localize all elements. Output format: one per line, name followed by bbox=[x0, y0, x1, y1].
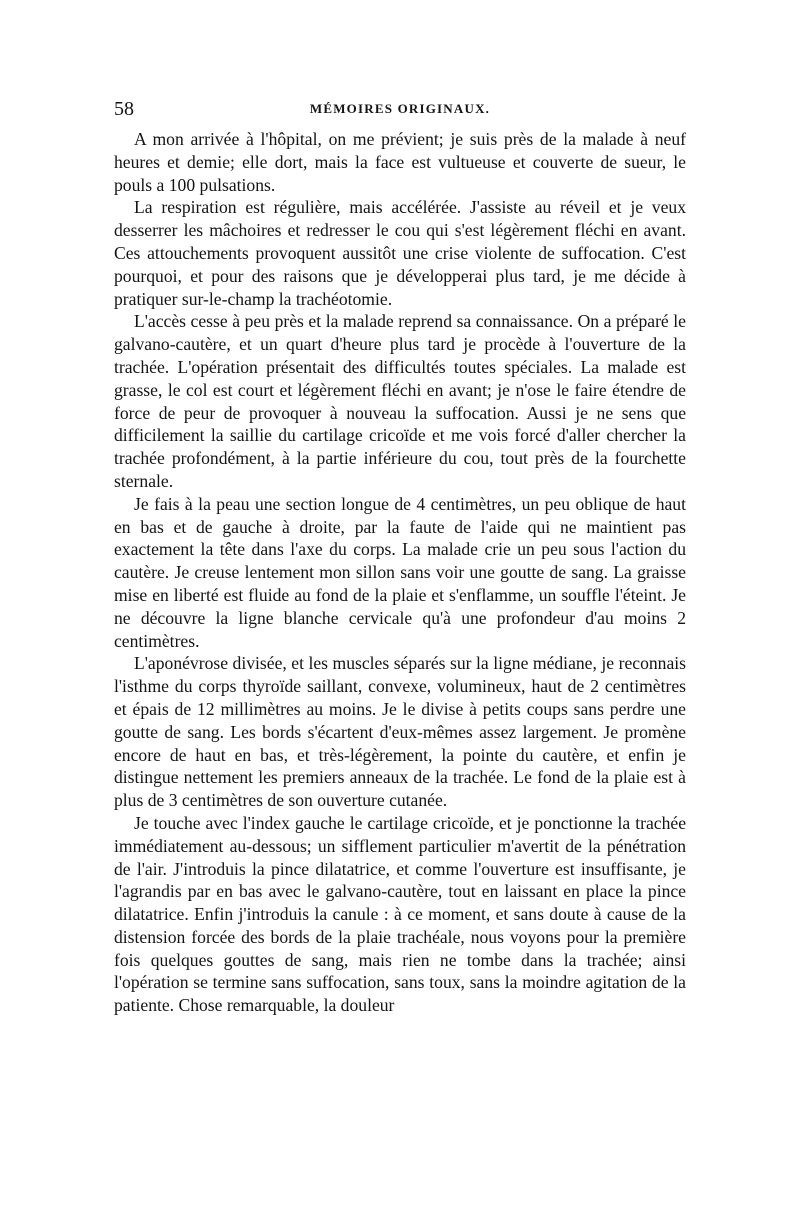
paragraph-1: A mon arrivée à l'hôpital, on me prévient; je suis près de la malade à neuf heures et demie; elle dort, mais la face est vultueuse et couverte de sueur, le pouls a 100 pulsations. bbox=[114, 129, 686, 195]
book-page bbox=[114, 98, 686, 1017]
running-title: MÉMOIRES ORIGINAUX. bbox=[309, 101, 491, 116]
paragraph-5: L'aponévrose divisée, et les muscles séparés sur la ligne médiane, je reconnais l'isthme du corps thyroïde saillant, convexe, volumineux, haut de 2 centimètres et épais de 12 millimètres au moins. Je le divise à petits coups sans perdre une goutte de sang. Les bords s'écartent d'eux-mêmes assez largement. Je promène encore de haut en bas, et très-légèrement, la pointe du cautère, et enfin je distingue nettement les premiers anneaux de la trachée. Le fond de la plaie est à plus de 3 centimètres de son ouverture cutanée. bbox=[114, 653, 686, 811]
paragraph-6: Je touche avec l'index gauche le cartilage cricoïde, et je ponctionne la trachée immédiatement au-dessous; un sifflement particulier m'avertit de la pénétration de l'air. J'introduis la pince dilatatrice, et comme l'ouverture est insuffisante, je l'agrandis par en bas avec le galvano-cautère, tout en laissant en place la pince dilatatrice. Enfin j'introduis la canule : à ce moment, et sans doute à cause de la distension forcée des bords de la plaie trachéale, nous voyons pour la première fois quelques gouttes de sang, mais rien ne tombe dans la trachée; ainsi l'opération se termine sans suffocation, sans toux, sans la moindre agitation de la patiente. Chose remarquable, la douleur bbox=[114, 812, 686, 1016]
body-text bbox=[114, 128, 686, 1017]
page-number: 58 bbox=[114, 98, 134, 120]
paragraph-4: Je fais à la peau une section longue de 4 centimètres, un peu oblique de haut en bas et de gauche à droite, par la faute de l'aide qui ne maintient pas exactement la tête dans l'axe du corps. La malade crie un peu sous l'action du cautère. Je creuse lentement mon sillon sans voir une goutte de sang. La graisse mise en liberté est fluide au fond de la plaie et s'enflamme, un souffle l'éteint. Je ne découvre la ligne blanche cervicale qu'à une profondeur d'au moins 2 centimètres. bbox=[114, 493, 686, 651]
paragraph-3: L'accès cesse à peu près et la malade reprend sa connaissance. On a préparé le galvano-cautère, et un quart d'heure plus tard je procède à l'ouverture de la trachée. L'opération présentait des difficultés toutes spéciales. La malade est grasse, le col est court et légèrement fléchi en avant; je n'ose le faire étendre de force de peur de provoquer à nouveau la suffocation. Aussi je ne sens que difficilement la saillie du cartilage cricoïde et me vois forcé d'aller chercher la trachée profondément, à la partie inférieure du cou, tout près de la fourchette sternale. bbox=[114, 311, 686, 491]
paragraph-2: La respiration est régulière, mais accélérée. J'assiste au réveil et je veux desserrer les mâchoires et redresser le cou qui s'est légèrement fléchi en avant. Ces attouchements provoquent aussitôt une crise violente de suffocation. C'est pourquoi, et pour des raisons que je développerai plus tard, je me décide à pratiquer sur-le-champ la trachéotomie. bbox=[114, 197, 686, 309]
running-head bbox=[114, 98, 686, 128]
